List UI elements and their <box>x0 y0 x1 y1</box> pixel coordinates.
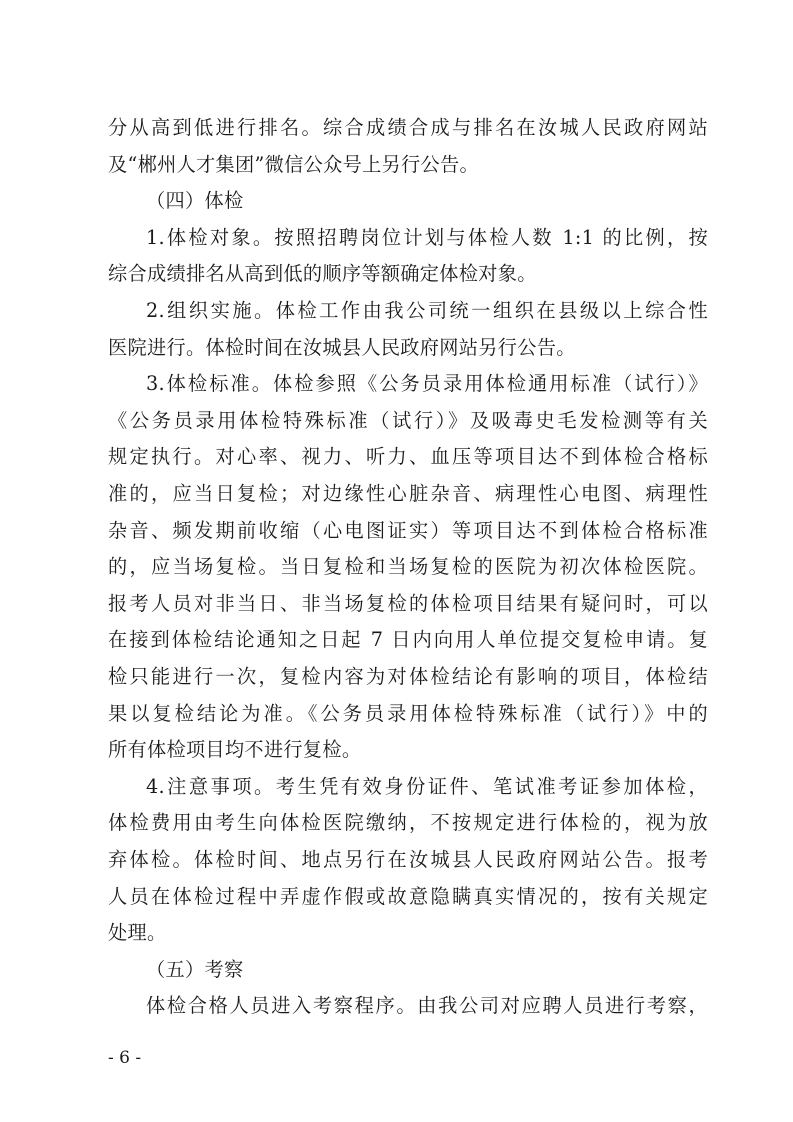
paragraph-line: 所有体检项目均不进行复检。 <box>108 738 362 761</box>
paragraph-line: 准的，应当日复检；对边缘性心脏杂音、病理性心电图、病理性 <box>108 482 708 505</box>
paragraph-line: 3.体检标准。体检参照《公务员录用体检通用标准（试行）》 <box>146 372 708 395</box>
paragraph-line: 《公务员录用体检特殊标准（试行）》及吸毒史毛发检测等有关 <box>108 409 708 432</box>
paragraph-line: 杂音、频发期前收缩（心电图证实）等项目达不到体检合格标准 <box>108 519 708 542</box>
paragraph-line: 体检合格人员进入考察程序。由我公司对应聘人员进行考察， <box>146 994 708 1017</box>
paragraph-line: 分从高到低进行排名。综合成绩合成与排名在汝城人民政府网站 <box>108 116 708 139</box>
paragraph-line: 果以复检结论为准。《公务员录用体检特殊标准（试行）》中的 <box>108 702 708 725</box>
paragraph-line: 规定执行。对心率、视力、听力、血压等项目达不到体检合格标 <box>108 445 708 468</box>
paragraph-line: 4.注意事项。考生凭有效身份证件、笔试准考证参加体检， <box>146 775 708 798</box>
paragraph-line: 2.组织实施。体检工作由我公司统一组织在县级以上综合性 <box>146 299 708 322</box>
paragraph-line: 综合成绩排名从高到低的顺序等额确定体检对象。 <box>108 262 537 285</box>
paragraph-line: 1.体检对象。按照招聘岗位计划与体检人数 1:1 的比例，按 <box>146 226 708 249</box>
paragraph-line: 在接到体检结论通知之日起 7 日内向用人单位提交复检申请。复 <box>108 628 708 651</box>
paragraph-line: 的，应当场复检。当日复检和当场复检的医院为初次体检医院。 <box>108 555 708 578</box>
paragraph-line: 弃体检。体检时间、地点另行在汝城县人民政府网站公告。报考 <box>108 848 708 871</box>
section-heading-inspection: （五）考察 <box>146 958 244 981</box>
paragraph-line: 及“郴州人才集团”微信公众号上另行公告。 <box>108 153 479 176</box>
page-number: - 6 - <box>108 1048 142 1068</box>
paragraph-line: 检只能进行一次，复检内容为对体检结论有影响的项目，体检结 <box>108 665 708 688</box>
paragraph-line: 医院进行。体检时间在汝城县人民政府网站另行公告。 <box>108 336 576 359</box>
paragraph-line: 体检费用由考生向体检医院缴纳，不按规定进行体检的，视为放 <box>108 811 708 834</box>
paragraph-line: 报考人员对非当日、非当场复检的体检项目结果有疑问时，可以 <box>108 592 708 615</box>
paragraph-line: 人员在体检过程中弄虚作假或故意隐瞒真实情况的，按有关规定 <box>108 885 708 908</box>
section-heading-physical-exam: （四）体检 <box>146 189 244 212</box>
paragraph-line: 处理。 <box>108 921 167 944</box>
